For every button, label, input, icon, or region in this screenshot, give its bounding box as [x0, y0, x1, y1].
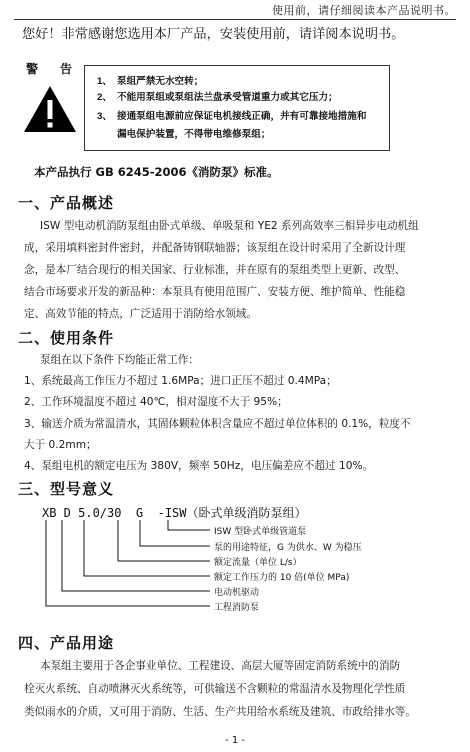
warning-triangle-icon [22, 84, 78, 134]
warning-title: 警告 [26, 62, 95, 76]
legend-item: 额定流量（单位 L/s） [214, 558, 302, 568]
overview-line: 成，采用填料密封件密封，并配备铸钢联轴器；该泵组在设计时采用了全新设计理 [24, 242, 406, 254]
conditions-line: 大于 0.2mm； [24, 439, 97, 451]
section-overview-title: 一、产品概述 [18, 194, 115, 212]
section-usage-title: 四、产品用途 [18, 634, 115, 652]
overview-line: 结合市场要求开发的新品种：本泵具有使用范围广、安装方便、维护简单、性能稳 [24, 286, 406, 298]
legend-item: 工程消防泵 [214, 603, 260, 613]
page-number: - 1 - [225, 735, 245, 746]
section-conditions-title: 二、使用条件 [18, 329, 115, 347]
usage-line: 本泵组主要用于各企事业单位、工程建设、高层大厦等固定消防系统中的消防 [40, 660, 401, 672]
header-rule [14, 19, 456, 20]
conditions-line: 1、系统最高工作压力不超过 1.6MPa；进口正压不超过 0.4MPa； [24, 375, 337, 387]
legend-item: ISW 型卧式单级管道泵 [214, 527, 307, 537]
overview-line: 念，是本厂结合现行的相关国家、行业标准，并在原有的泵组类型上更新、改型、 [24, 264, 406, 276]
overview-line: 定、高效节能的特点，广泛适用于消防给水领域。 [24, 308, 258, 320]
standard-statement: 本产品执行 GB 6245-2006《消防泵》标准。 [34, 165, 279, 179]
warning-item-1: 1、 泵组严禁无水空转； [97, 76, 204, 87]
warning-item-2: 2、 不能用泵组或泵组法兰盘承受管道重力或其它压力； [97, 92, 338, 103]
warning-item-3-cont: 漏电保护装置，不得带电维修泵组； [117, 129, 271, 140]
conditions-line: 3、输送介质为常温清水，其固体颗粒体积含量应不超过单位体积的 0.1%，粒度不 [24, 418, 411, 430]
usage-line: 类似雨水的介质，又可用于消防、生活、生产共用给水系统及建筑、市政给排水等。 [24, 706, 416, 718]
legend-item: 额定工作压力的 10 倍(单位 MPa) [214, 573, 350, 583]
greeting-text: 您好！非常感谢您选用本厂产品，安装使用前，请详阅本说明书。 [22, 27, 405, 42]
warning-box [84, 65, 390, 151]
model-code-text: XB D 5.0/30 G -ISW [42, 506, 187, 520]
overview-line: ISW 型电动机消防泵组由卧式单级、单吸泵和 YE2 系列高效率三相异步电动机组 [40, 220, 419, 232]
legend-item: 电动机驱动 [214, 588, 260, 598]
conditions-line: 2、工作环境温度不超过 40℃，相对湿度不大于 95%； [24, 396, 288, 408]
section-model-title: 三、型号意义 [18, 480, 115, 498]
warning-item-3: 3、 接通泵组电源前应保证电机接线正确，并有可靠接地措施和 [97, 111, 367, 122]
usage-line: 栓灭火系统、自动喷淋灭火系统等，可供输送不含颗粒的常温清水及物理化学性质 [24, 683, 406, 695]
model-code-desc: （卧式单级消防泵组） [186, 506, 307, 520]
conditions-line: 泵组在以下条件下均能正常工作： [40, 354, 199, 366]
legend-item: 泵的用途特征，G 为供水、W 为稳压 [214, 543, 362, 553]
running-header: 使用前，请仔细阅读本产品说明书。 [272, 4, 456, 17]
conditions-line: 4、泵组电机的额定电压为 380V，频率 50Hz，电压偏差应不超过 10%。 [24, 460, 374, 472]
